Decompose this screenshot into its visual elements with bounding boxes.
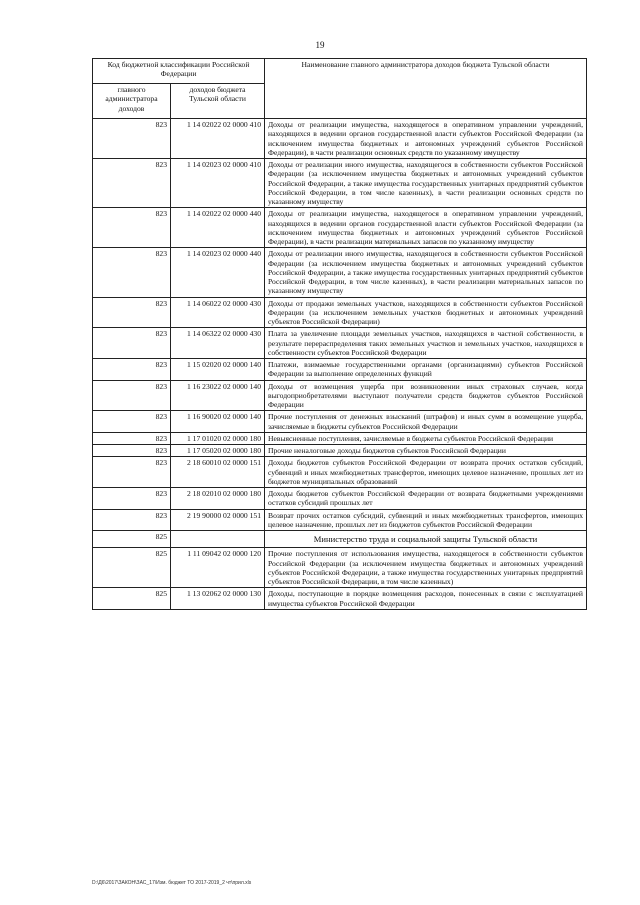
admin-code-cell: 823	[93, 328, 171, 359]
table-row	[93, 159, 587, 208]
admin-code-cell: 823	[93, 359, 171, 381]
table-row	[93, 488, 587, 510]
admin-code-cell: 823	[93, 509, 171, 531]
table-row	[93, 297, 587, 328]
income-description-cell: Доходы от продажи земельных участков, находящихся в собственности субъектов Российской Федерации (за исключением земельных участков бюджетных и автономных учреждений субъектов Российской Федерации)	[265, 297, 587, 328]
income-description-cell: Плата за увеличение площади земельных участков, находящихся в частной собственности, в результате перераспределения таких земельных участков и земельных участков, находящихся в собственности субъектов Российской Федерации	[265, 328, 587, 359]
table-row	[93, 380, 587, 411]
table-row	[93, 509, 587, 531]
admin-code-cell: 823	[93, 248, 171, 297]
income-code-cell: 1 13 02062 02 0000 130	[171, 588, 265, 610]
table-row	[93, 411, 587, 433]
income-code-cell: 1 16 23022 02 0000 140	[171, 380, 265, 411]
income-code-cell: 1 17 01020 02 0000 180	[171, 432, 265, 444]
admin-code-cell: 825	[93, 548, 171, 588]
header-budget-income: доходов бюджета Тульской области	[171, 84, 265, 119]
table-row	[93, 588, 587, 610]
income-code-cell: 1 15 02020 02 0000 140	[171, 359, 265, 381]
income-code-cell: 2 18 02010 02 0000 180	[171, 488, 265, 510]
ministry-name-cell: Министерство труда и социальной защиты Тульской области	[265, 531, 587, 548]
table-body	[93, 119, 587, 610]
income-description-cell: Доходы от реализации имущества, находящегося в оперативном управлении учреждений, находящихся в ведении органов государственной власти субъектов Российской Федерации (за исключением имущества бюджетных и автономных учреждений субъектов Российской Федерации), в части реализации материальных запасов по указанному имуществу	[265, 208, 587, 248]
income-description-cell: Доходы от реализации иного имущества, находящегося в собственности субъектов Российской Федерации (за исключением имущества бюджетных и автономных учреждений субъектов Российской Федерации, а также имущества государственных унитарных предприятий субъектов Российской Федерации, в том числе казенных), в части реализации материальных запасов по указанному имуществу	[265, 248, 587, 297]
header-administrator-name: Наименование главного администратора доходов бюджета Тульской области	[265, 59, 587, 119]
income-code-cell: 1 14 02023 02 0000 440	[171, 248, 265, 297]
income-code-cell: 1 14 02022 02 0000 440	[171, 208, 265, 248]
table-row	[93, 208, 587, 248]
table-row	[93, 119, 587, 159]
income-code-cell	[171, 531, 265, 548]
header-main-administrator: главного администратора доходов	[93, 84, 171, 119]
income-code-cell: 1 14 02023 02 0000 410	[171, 159, 265, 208]
income-description-cell: Платежи, взимаемые государственными органами (организациями) субъектов Российской Федерации за выполнение определенных функций	[265, 359, 587, 381]
income-code-cell: 1 11 09042 02 0000 120	[171, 548, 265, 588]
income-description-cell: Доходы, поступающие в порядке возмещения расходов, понесенных в связи с эксплуатацией имущества субъектов Российской Федерации	[265, 588, 587, 610]
income-description-cell: Доходы от реализации иного имущества, находящегося в собственности субъектов Российской Федерации (за исключением имущества бюджетных и автономных учреждений субъектов Российской Федерации, а также имущества государственных унитарных предприятий субъектов Российской Федерации, в том числе казенных), в части реализации основных средств по указанному имуществу	[265, 159, 587, 208]
admin-code-cell: 823	[93, 432, 171, 444]
file-path-footer: D:\Д6\2017\ЗАКОН\ЗАС_17\Изм. бюджет ТО 2017-2019_2 чт\прил.xls	[92, 880, 252, 886]
page-number: 19	[315, 40, 325, 50]
admin-code-cell: 823	[93, 297, 171, 328]
admin-code-cell: 823	[93, 488, 171, 510]
income-code-cell: 2 18 60010 02 0000 151	[171, 457, 265, 488]
income-code-cell: 2 19 90000 02 0000 151	[171, 509, 265, 531]
admin-code-cell: 823	[93, 159, 171, 208]
admin-code-cell: 823	[93, 445, 171, 457]
section-row	[93, 531, 587, 548]
admin-code-cell: 825	[93, 531, 171, 548]
budget-classification-table	[92, 58, 587, 610]
admin-code-cell: 823	[93, 119, 171, 159]
income-code-cell: 1 14 06022 02 0000 430	[171, 297, 265, 328]
table-row	[93, 328, 587, 359]
income-code-cell: 1 14 02022 02 0000 410	[171, 119, 265, 159]
admin-code-cell: 825	[93, 588, 171, 610]
table-row	[93, 359, 587, 381]
table-row	[93, 248, 587, 297]
income-description-cell: Доходы бюджетов субъектов Российской Федерации от возврата прочих остатков субсидий, субвенций и иных межбюджетных трансфертов, имеющих целевое назначение, прошлых лет из бюджетов муниципальных образований	[265, 457, 587, 488]
admin-code-cell: 823	[93, 411, 171, 433]
income-description-cell: Прочие поступления от использования имущества, находящегося в собственности субъектов Российской Федерации (за исключением имущества бюджетных и автономных учреждений субъектов Российской Федерации, а также имущества государственных унитарных предприятий субъектов Российской Федерации, в том числе казенных)	[265, 548, 587, 588]
table-row	[93, 432, 587, 444]
income-description-cell: Доходы от возмещения ущерба при возникновении иных страховых случаев, когда выгодоприобретателями выступают получатели средств бюджетов субъектов Российской Федерации	[265, 380, 587, 411]
income-description-cell: Невыясненные поступления, зачисляемые в бюджеты субъектов Российской Федерации	[265, 432, 587, 444]
income-description-cell: Прочие неналоговые доходы бюджетов субъектов Российской Федерации	[265, 445, 587, 457]
table-row	[93, 548, 587, 588]
income-code-cell: 1 14 06322 02 0000 430	[171, 328, 265, 359]
income-code-cell: 1 16 90020 02 0000 140	[171, 411, 265, 433]
income-description-cell: Прочие поступления от денежных взысканий (штрафов) и иных сумм в возмещение ущерба, зачисляемые в бюджеты субъектов Российской Федерации	[265, 411, 587, 433]
income-code-cell: 1 17 05020 02 0000 180	[171, 445, 265, 457]
header-classification-code: Код бюджетной классификации Российской Федерации	[93, 59, 265, 84]
income-description-cell: Доходы бюджетов субъектов Российской Федерации от возврата бюджетными учреждениями остатков субсидий прошлых лет	[265, 488, 587, 510]
table-row	[93, 457, 587, 488]
admin-code-cell: 823	[93, 208, 171, 248]
table-row	[93, 445, 587, 457]
income-description-cell: Доходы от реализации имущества, находящегося в оперативном управлении учреждений, находящихся в ведении органов государственной власти субъектов Российской Федерации (за исключением имущества бюджетных и автономных учреждений субъектов Российской Федерации), в части реализации основных средств по указанному имуществу	[265, 119, 587, 159]
admin-code-cell: 823	[93, 457, 171, 488]
admin-code-cell: 823	[93, 380, 171, 411]
table-header-row	[93, 59, 587, 84]
income-description-cell: Возврат прочих остатков субсидий, субвенций и иных межбюджетных трансфертов, имеющих целевое назначение, прошлых лет из бюджетов субъектов Российской Федерации	[265, 509, 587, 531]
